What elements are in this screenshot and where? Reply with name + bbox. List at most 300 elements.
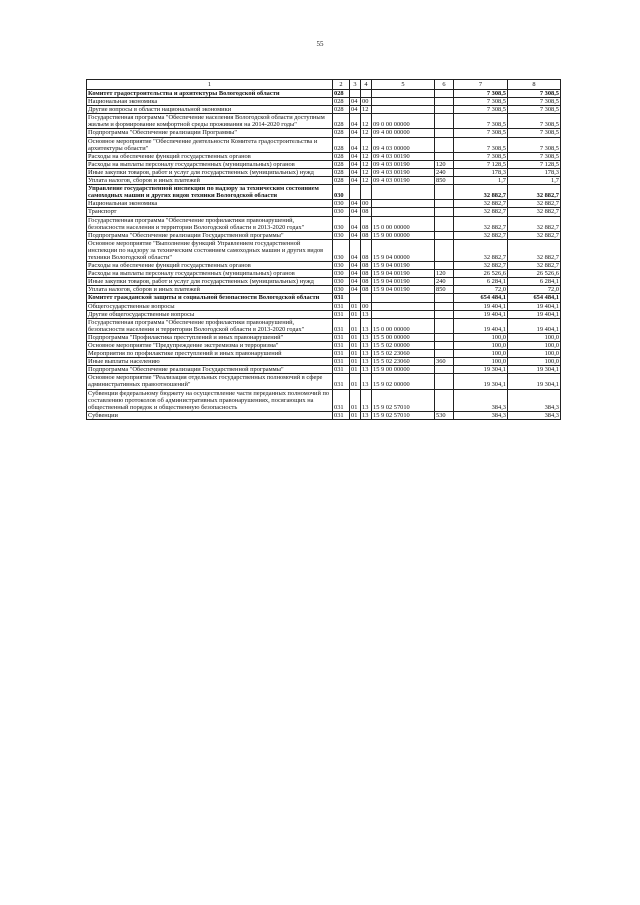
cell-expense-type	[435, 366, 454, 374]
table-row	[87, 137, 561, 152]
cell-amount-2: 7 308,5	[508, 106, 561, 114]
cell-amount: 26 526,6	[454, 270, 508, 278]
cell-target-article	[372, 294, 435, 302]
cell-amount: 32 882,7	[454, 231, 508, 239]
table-row	[87, 374, 561, 389]
cell-amount-2: 72,0	[508, 286, 561, 294]
cell-target-article: 15 5 00 00000	[372, 333, 435, 341]
cell-section: 04	[350, 177, 361, 185]
column-header: 1	[87, 80, 333, 90]
table-row	[87, 302, 561, 310]
cell-amount: 32 882,7	[454, 262, 508, 270]
cell-expense-type	[435, 262, 454, 270]
cell-admin-code: 028	[333, 106, 350, 114]
cell-admin-code: 030	[333, 262, 350, 270]
cell-name: Комитет градостроительства и архитектуры Вологодской области	[87, 90, 333, 98]
column-header: 5	[372, 80, 435, 90]
cell-name: Иные закупки товаров, работ и услуг для государственных (муниципальных) нужд	[87, 278, 333, 286]
cell-admin-code: 030	[333, 286, 350, 294]
cell-admin-code: 030	[333, 208, 350, 216]
cell-subsection: 12	[361, 114, 372, 129]
table-row	[87, 160, 561, 168]
cell-amount: 654 484,1	[454, 294, 508, 302]
cell-target-article	[372, 106, 435, 114]
cell-subsection: 12	[361, 168, 372, 176]
cell-section: 04	[350, 106, 361, 114]
cell-amount: 7 128,5	[454, 160, 508, 168]
cell-admin-code: 028	[333, 137, 350, 152]
cell-amount: 100,0	[454, 342, 508, 350]
cell-section: 01	[350, 374, 361, 389]
cell-amount: 19 404,1	[454, 302, 508, 310]
cell-amount-2: 32 882,7	[508, 262, 561, 270]
cell-amount-2: 1,7	[508, 177, 561, 185]
cell-admin-code: 028	[333, 177, 350, 185]
cell-admin-code: 028	[333, 160, 350, 168]
cell-name: Другие общегосударственные вопросы	[87, 310, 333, 318]
cell-section: 04	[350, 262, 361, 270]
table-row	[87, 270, 561, 278]
cell-name: Государственная программа "Обеспечение профилактики правонарушений, безопасности населения и территории Вологодской области в 2013-2020 годах"	[87, 216, 333, 231]
cell-section: 01	[350, 358, 361, 366]
cell-target-article: 15 9 04 00190	[372, 278, 435, 286]
cell-expense-type: 120	[435, 270, 454, 278]
cell-target-article: 15 5 02 23060	[372, 350, 435, 358]
cell-name: Расходы на выплаты персоналу государственных (муниципальных) органов	[87, 270, 333, 278]
cell-expense-type	[435, 98, 454, 106]
table-row	[87, 278, 561, 286]
cell-subsection: 00	[361, 200, 372, 208]
cell-expense-type	[435, 302, 454, 310]
cell-admin-code: 031	[333, 411, 350, 419]
page-number: 55	[316, 40, 324, 48]
cell-subsection: 12	[361, 160, 372, 168]
cell-section: 04	[350, 278, 361, 286]
cell-amount: 7 308,5	[454, 114, 508, 129]
cell-amount-2: 178,3	[508, 168, 561, 176]
cell-admin-code: 031	[333, 358, 350, 366]
cell-target-article: 15 9 02 00000	[372, 374, 435, 389]
cell-expense-type: 240	[435, 278, 454, 286]
cell-amount-2: 19 404,1	[508, 302, 561, 310]
cell-expense-type	[435, 350, 454, 358]
cell-admin-code: 030	[333, 278, 350, 286]
cell-section: 04	[350, 129, 361, 137]
cell-section: 04	[350, 152, 361, 160]
cell-amount-2: 19 304,1	[508, 366, 561, 374]
cell-amount: 32 882,7	[454, 239, 508, 261]
cell-expense-type: 240	[435, 168, 454, 176]
cell-subsection: 13	[361, 358, 372, 366]
cell-admin-code: 031	[333, 389, 350, 411]
cell-admin-code: 028	[333, 152, 350, 160]
cell-section: 04	[350, 208, 361, 216]
cell-section: 01	[350, 350, 361, 358]
cell-admin-code: 030	[333, 231, 350, 239]
cell-name: Государственная программа "Обеспечение профилактики правонарушений, безопасности населения и территории Вологодской области в 2013-2020 годах"	[87, 318, 333, 333]
cell-amount: 19 404,1	[454, 318, 508, 333]
cell-target-article: 15 9 04 00190	[372, 286, 435, 294]
cell-admin-code: 028	[333, 90, 350, 98]
cell-subsection: 13	[361, 333, 372, 341]
cell-target-article: 15 9 00 00000	[372, 366, 435, 374]
cell-section: 01	[350, 342, 361, 350]
cell-expense-type: 120	[435, 160, 454, 168]
table-row	[87, 411, 561, 419]
cell-admin-code: 030	[333, 270, 350, 278]
cell-admin-code: 031	[333, 333, 350, 341]
cell-name: Расходы на обеспечение функций государственных органов	[87, 262, 333, 270]
cell-section: 04	[350, 160, 361, 168]
cell-target-article	[372, 98, 435, 106]
cell-target-article: 15 9 00 00000	[372, 231, 435, 239]
cell-target-article: 09 4 03 00190	[372, 160, 435, 168]
cell-subsection: 13	[361, 350, 372, 358]
cell-expense-type	[435, 106, 454, 114]
cell-amount-2: 6 284,1	[508, 278, 561, 286]
table-row	[87, 129, 561, 137]
table-row	[87, 286, 561, 294]
cell-name: Субвенции федеральному бюджету на осуществление части переданных полномочий по составлению протоколов об административных правонарушениях, посягающих на общественный порядок и общественную безопасность	[87, 389, 333, 411]
cell-section: 04	[350, 168, 361, 176]
cell-target-article	[372, 185, 435, 200]
cell-name: Подпрограмма "Профилактика преступлений и иных правонарушений"	[87, 333, 333, 341]
cell-amount-2: 32 882,7	[508, 200, 561, 208]
cell-subsection: 13	[361, 374, 372, 389]
cell-name: Национальная экономика	[87, 98, 333, 106]
cell-subsection: 13	[361, 310, 372, 318]
cell-target-article: 09 0 00 00000	[372, 114, 435, 129]
cell-amount-2: 100,0	[508, 342, 561, 350]
cell-subsection: 12	[361, 129, 372, 137]
cell-admin-code: 030	[333, 216, 350, 231]
cell-amount: 178,3	[454, 168, 508, 176]
cell-amount: 32 882,7	[454, 216, 508, 231]
cell-section: 04	[350, 216, 361, 231]
column-header: 4	[361, 80, 372, 90]
cell-subsection	[361, 294, 372, 302]
table-row	[87, 366, 561, 374]
cell-amount-2: 7 308,5	[508, 114, 561, 129]
cell-section: 04	[350, 286, 361, 294]
table-row	[87, 106, 561, 114]
cell-target-article: 09 4 03 00190	[372, 152, 435, 160]
table-row	[87, 185, 561, 200]
cell-admin-code: 031	[333, 342, 350, 350]
cell-amount: 19 304,1	[454, 366, 508, 374]
cell-section: 01	[350, 389, 361, 411]
table-row	[87, 177, 561, 185]
cell-expense-type	[435, 129, 454, 137]
cell-name: Подпрограмма "Обеспечение реализации Государственной программы"	[87, 366, 333, 374]
cell-amount-2: 384,3	[508, 389, 561, 411]
cell-amount-2: 7 308,5	[508, 152, 561, 160]
table-body	[87, 80, 561, 420]
cell-subsection	[361, 185, 372, 200]
cell-target-article: 09 4 03 00190	[372, 177, 435, 185]
cell-amount-2: 19 404,1	[508, 310, 561, 318]
cell-subsection: 13	[361, 411, 372, 419]
cell-amount: 19 304,1	[454, 374, 508, 389]
cell-amount: 100,0	[454, 358, 508, 366]
cell-name: Транспорт	[87, 208, 333, 216]
cell-expense-type	[435, 239, 454, 261]
column-header: 7	[454, 80, 508, 90]
cell-amount: 100,0	[454, 333, 508, 341]
cell-name: Уплата налогов, сборов и иных платежей	[87, 286, 333, 294]
table-row	[87, 358, 561, 366]
cell-amount: 7 308,5	[454, 90, 508, 98]
cell-amount: 100,0	[454, 350, 508, 358]
cell-expense-type	[435, 294, 454, 302]
cell-subsection: 08	[361, 278, 372, 286]
cell-amount-2: 384,3	[508, 411, 561, 419]
cell-target-article: 09 4 03 00190	[372, 168, 435, 176]
cell-section: 01	[350, 411, 361, 419]
cell-section: 04	[350, 200, 361, 208]
cell-subsection: 00	[361, 98, 372, 106]
cell-name: Расходы на обеспечение функций государственных органов	[87, 152, 333, 160]
cell-admin-code: 031	[333, 366, 350, 374]
cell-amount: 19 404,1	[454, 310, 508, 318]
cell-expense-type: 530	[435, 411, 454, 419]
cell-amount: 7 308,5	[454, 152, 508, 160]
cell-subsection: 08	[361, 270, 372, 278]
table-row	[87, 152, 561, 160]
table-row	[87, 262, 561, 270]
table-row	[87, 90, 561, 98]
cell-section: 04	[350, 239, 361, 261]
column-header: 2	[333, 80, 350, 90]
cell-target-article	[372, 310, 435, 318]
table-row	[87, 216, 561, 231]
cell-section: 04	[350, 137, 361, 152]
cell-admin-code: 031	[333, 294, 350, 302]
cell-target-article: 09 4 00 00000	[372, 129, 435, 137]
cell-admin-code: 031	[333, 302, 350, 310]
cell-amount-2: 19 304,1	[508, 374, 561, 389]
table-row	[87, 342, 561, 350]
cell-amount-2: 32 882,7	[508, 208, 561, 216]
cell-name: Подпрограмма "Обеспечение реализации Государственной программы"	[87, 231, 333, 239]
cell-amount-2: 100,0	[508, 350, 561, 358]
cell-target-article: 15 0 00 00000	[372, 216, 435, 231]
cell-amount-2: 7 308,5	[508, 98, 561, 106]
cell-name: Управление государственной инспекции по надзору за техническим состоянием самоходных машин и других видов техники Вологодской области	[87, 185, 333, 200]
cell-target-article: 15 9 02 57010	[372, 389, 435, 411]
cell-name: Основное мероприятие "Предупреждение экстремизма и терроризма"	[87, 342, 333, 350]
cell-expense-type	[435, 333, 454, 341]
table-row	[87, 318, 561, 333]
table-row	[87, 389, 561, 411]
cell-target-article: 15 9 02 57010	[372, 411, 435, 419]
table-row	[87, 200, 561, 208]
cell-expense-type: 850	[435, 177, 454, 185]
column-header: 3	[350, 80, 361, 90]
cell-name: Иные выплаты населению	[87, 358, 333, 366]
cell-expense-type	[435, 342, 454, 350]
cell-admin-code: 031	[333, 310, 350, 318]
cell-amount-2: 32 882,7	[508, 216, 561, 231]
cell-expense-type	[435, 231, 454, 239]
cell-subsection: 08	[361, 208, 372, 216]
cell-amount: 7 308,5	[454, 106, 508, 114]
table-row	[87, 208, 561, 216]
cell-amount-2: 7 128,5	[508, 160, 561, 168]
cell-amount: 72,0	[454, 286, 508, 294]
cell-name: Другие вопросы в области национальной экономики	[87, 106, 333, 114]
cell-admin-code: 028	[333, 129, 350, 137]
cell-expense-type	[435, 318, 454, 333]
cell-target-article: 15 5 02 00000	[372, 342, 435, 350]
cell-name: Иные закупки товаров, работ и услуг для государственных (муниципальных) нужд	[87, 168, 333, 176]
cell-name: Комитет гражданской защиты и социальной безопасности Вологодской области	[87, 294, 333, 302]
cell-name: Национальная экономика	[87, 200, 333, 208]
cell-name: Основное мероприятие "Реализация отдельных государственных полномочий в сфере административных правоотношений"	[87, 374, 333, 389]
cell-subsection: 12	[361, 137, 372, 152]
cell-admin-code: 031	[333, 318, 350, 333]
cell-target-article: 09 4 03 00000	[372, 137, 435, 152]
cell-subsection: 08	[361, 216, 372, 231]
cell-target-article	[372, 208, 435, 216]
cell-amount-2: 100,0	[508, 358, 561, 366]
cell-section: 01	[350, 333, 361, 341]
table-row	[87, 114, 561, 129]
cell-expense-type	[435, 152, 454, 160]
cell-name: Государственная программа "Обеспечение населения Вологодской области доступным жильем и формирование комфортной среды проживания на 2014-2020 годы"	[87, 114, 333, 129]
cell-section: 01	[350, 310, 361, 318]
table-row	[87, 168, 561, 176]
cell-target-article: 15 0 00 00000	[372, 318, 435, 333]
cell-amount: 1,7	[454, 177, 508, 185]
cell-section: 01	[350, 302, 361, 310]
cell-amount-2: 32 882,7	[508, 231, 561, 239]
cell-section: 04	[350, 114, 361, 129]
cell-expense-type	[435, 200, 454, 208]
cell-admin-code: 030	[333, 239, 350, 261]
cell-target-article: 15 9 04 00190	[372, 262, 435, 270]
table-row	[87, 294, 561, 302]
cell-subsection: 08	[361, 231, 372, 239]
cell-name: Общегосударственные вопросы	[87, 302, 333, 310]
table-row	[87, 310, 561, 318]
cell-expense-type: 850	[435, 286, 454, 294]
table-row	[87, 231, 561, 239]
cell-section: 04	[350, 231, 361, 239]
cell-amount: 32 882,7	[454, 200, 508, 208]
cell-expense-type: 360	[435, 358, 454, 366]
cell-name: Мероприятия по профилактике преступлений и иных правонарушений	[87, 350, 333, 358]
table-row	[87, 98, 561, 106]
cell-name: Основное мероприятие "Обеспечение деятельности Комитета градостроительства и архитектуры области"	[87, 137, 333, 152]
cell-name: Субвенции	[87, 411, 333, 419]
cell-amount-2: 7 308,5	[508, 129, 561, 137]
cell-expense-type	[435, 185, 454, 200]
cell-subsection: 12	[361, 106, 372, 114]
cell-expense-type	[435, 389, 454, 411]
cell-name: Расходы на выплаты персоналу государственных (муниципальных) органов	[87, 160, 333, 168]
cell-amount: 32 882,7	[454, 185, 508, 200]
cell-expense-type	[435, 374, 454, 389]
cell-amount: 7 308,5	[454, 129, 508, 137]
cell-amount: 6 284,1	[454, 278, 508, 286]
cell-amount: 384,3	[454, 411, 508, 419]
cell-expense-type	[435, 208, 454, 216]
cell-expense-type	[435, 114, 454, 129]
cell-amount: 7 308,5	[454, 98, 508, 106]
cell-amount-2: 7 308,5	[508, 90, 561, 98]
cell-target-article: 15 9 04 00190	[372, 270, 435, 278]
cell-amount-2: 32 882,7	[508, 185, 561, 200]
table-row	[87, 239, 561, 261]
cell-section: 01	[350, 318, 361, 333]
cell-admin-code: 030	[333, 185, 350, 200]
table-row	[87, 350, 561, 358]
cell-subsection: 13	[361, 389, 372, 411]
cell-section	[350, 185, 361, 200]
cell-amount: 32 882,7	[454, 208, 508, 216]
header-row	[87, 80, 561, 90]
cell-subsection: 12	[361, 177, 372, 185]
cell-amount: 7 308,5	[454, 137, 508, 152]
cell-target-article	[372, 200, 435, 208]
cell-section: 04	[350, 270, 361, 278]
cell-expense-type	[435, 216, 454, 231]
cell-amount-2: 7 308,5	[508, 137, 561, 152]
cell-amount-2: 26 526,6	[508, 270, 561, 278]
cell-expense-type	[435, 310, 454, 318]
cell-admin-code: 031	[333, 350, 350, 358]
cell-expense-type	[435, 90, 454, 98]
cell-subsection	[361, 90, 372, 98]
cell-expense-type	[435, 137, 454, 152]
column-header: 6	[435, 80, 454, 90]
cell-amount-2: 654 484,1	[508, 294, 561, 302]
table-row	[87, 333, 561, 341]
cell-subsection: 08	[361, 262, 372, 270]
cell-target-article: 15 5 02 23060	[372, 358, 435, 366]
cell-section: 04	[350, 98, 361, 106]
cell-target-article	[372, 90, 435, 98]
cell-subsection: 08	[361, 239, 372, 261]
cell-section: 01	[350, 366, 361, 374]
cell-admin-code: 031	[333, 374, 350, 389]
budget-table	[86, 79, 561, 420]
column-header: 8	[508, 80, 561, 90]
cell-section	[350, 90, 361, 98]
cell-amount: 384,3	[454, 389, 508, 411]
cell-subsection: 13	[361, 366, 372, 374]
cell-subsection: 13	[361, 318, 372, 333]
cell-target-article: 15 9 04 00000	[372, 239, 435, 261]
cell-admin-code: 028	[333, 98, 350, 106]
cell-name: Подпрограмма "Обеспечение реализации Программы"	[87, 129, 333, 137]
cell-target-article	[372, 302, 435, 310]
cell-subsection: 08	[361, 286, 372, 294]
cell-amount-2: 32 882,7	[508, 239, 561, 261]
cell-section	[350, 294, 361, 302]
cell-name: Основное мероприятие "Выполнение функций Управлением государственной инспекции по надзору за техническим состоянием самоходных машин и других видов техники Вологодской области"	[87, 239, 333, 261]
cell-name: Уплата налогов, сборов и иных платежей	[87, 177, 333, 185]
cell-amount-2: 100,0	[508, 333, 561, 341]
cell-admin-code: 028	[333, 114, 350, 129]
cell-subsection: 00	[361, 302, 372, 310]
cell-admin-code: 030	[333, 200, 350, 208]
cell-amount-2: 19 404,1	[508, 318, 561, 333]
cell-subsection: 12	[361, 152, 372, 160]
cell-admin-code: 028	[333, 168, 350, 176]
cell-subsection: 13	[361, 342, 372, 350]
